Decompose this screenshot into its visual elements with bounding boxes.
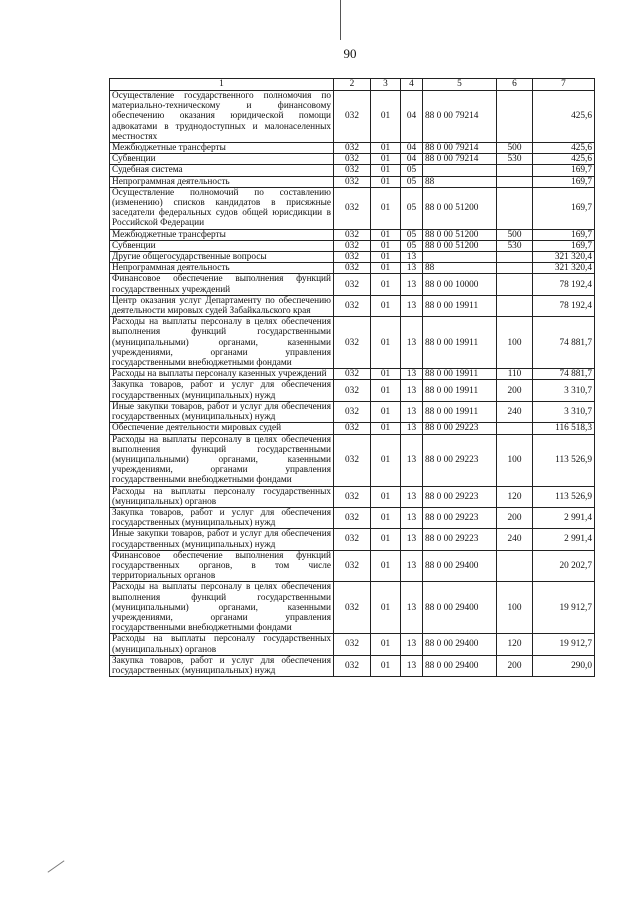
table-cell-c4: 13: [401, 380, 423, 401]
table-cell-c6: 120: [497, 634, 533, 655]
table-cell-c2: 032: [334, 240, 371, 251]
table-row: [110, 380, 595, 401]
table-cell-c4: 05: [401, 176, 423, 187]
table-cell-c2: 032: [334, 369, 371, 380]
table-cell-c3: 01: [371, 401, 401, 422]
table-cell-c2: 032: [334, 401, 371, 422]
table-cell-c3: 01: [371, 263, 401, 274]
table-cell-c3: 01: [371, 240, 401, 251]
column-header: 5: [423, 79, 497, 91]
table-row: [110, 91, 595, 143]
table-row: [110, 634, 595, 655]
table-cell-c4: 05: [401, 240, 423, 251]
table-cell-name: Расходы на выплаты персоналу государственных (муниципальных) органов: [110, 486, 334, 507]
table-cell-c2: 032: [334, 529, 371, 550]
table-cell-c7: 20 202,7: [533, 550, 595, 582]
table-row: [110, 176, 595, 187]
table-body: [110, 91, 595, 677]
table-cell-c3: 01: [371, 91, 401, 143]
table-cell-name: Обеспечение деятельности мировых судей: [110, 423, 334, 434]
table-cell-c7: 321 320,4: [533, 263, 595, 274]
table-cell-c2: 032: [334, 423, 371, 434]
table-cell-c2: 032: [334, 229, 371, 240]
table-cell-c6: [497, 295, 533, 316]
table-cell-c7: 169,7: [533, 165, 595, 176]
table-cell-c6: 120: [497, 486, 533, 507]
scan-edge-line: [340, 0, 341, 40]
table-row: [110, 274, 595, 295]
table-row: [110, 655, 595, 676]
table-cell-c4: 13: [401, 582, 423, 634]
table-cell-c4: 05: [401, 187, 423, 229]
table-cell-c5: [423, 252, 497, 263]
table-header-row: [110, 79, 595, 91]
table-cell-name: Осуществление полномочий по составлению (изменению) списков кандидатов в присяжные заседатели федеральных судов общей юрисдикции в Российской Федерации: [110, 187, 334, 229]
column-header: 7: [533, 79, 595, 91]
table-cell-name: Другие общегосударственные вопросы: [110, 252, 334, 263]
table-cell-name: Непрограммная деятельность: [110, 263, 334, 274]
table-cell-c6: 100: [497, 582, 533, 634]
table-cell-c2: 032: [334, 154, 371, 165]
table-cell-c5: 88 0 00 29223: [423, 486, 497, 507]
table-cell-c5: 88 0 00 29223: [423, 423, 497, 434]
table-cell-c2: 032: [334, 91, 371, 143]
table-row: [110, 486, 595, 507]
column-header: 3: [371, 79, 401, 91]
table-cell-c3: 01: [371, 176, 401, 187]
table-row: [110, 529, 595, 550]
table-cell-c7: 116 518,3: [533, 423, 595, 434]
table-cell-c4: 13: [401, 401, 423, 422]
table-cell-c6: [497, 91, 533, 143]
table-cell-c7: 321 320,4: [533, 252, 595, 263]
table-cell-c7: 425,6: [533, 143, 595, 154]
table-cell-c5: 88 0 00 19911: [423, 401, 497, 422]
table-cell-c6: 200: [497, 380, 533, 401]
table-cell-c6: 500: [497, 143, 533, 154]
table-cell-c4: 13: [401, 434, 423, 486]
table-cell-c2: 032: [334, 380, 371, 401]
table-cell-c5: 88 0 00 29400: [423, 634, 497, 655]
table-cell-c3: 01: [371, 434, 401, 486]
table-cell-c7: 113 526,9: [533, 434, 595, 486]
table-cell-name: Субвенции: [110, 154, 334, 165]
table-cell-c3: 01: [371, 550, 401, 582]
table-cell-c5: 88 0 00 29400: [423, 582, 497, 634]
table-cell-name: Межбюджетные трансферты: [110, 143, 334, 154]
table-cell-c7: 78 192,4: [533, 274, 595, 295]
table-cell-c3: 01: [371, 423, 401, 434]
column-header: 1: [110, 79, 334, 91]
table-cell-c4: 13: [401, 423, 423, 434]
column-header: 2: [334, 79, 371, 91]
table-cell-c6: [497, 187, 533, 229]
table-row: [110, 263, 595, 274]
table-cell-name: Иные закупки товаров, работ и услуг для обеспечения государственных (муниципальных) нужд: [110, 529, 334, 550]
table-cell-c4: 13: [401, 655, 423, 676]
table-cell-c2: 032: [334, 634, 371, 655]
table-row: [110, 143, 595, 154]
table-cell-name: Расходы на выплаты персоналу в целях обеспечения выполнения функций государственными (муниципальными) органами, казенными учреждениями, органами управления государственными внебюджетными фондами: [110, 317, 334, 369]
table-cell-c3: 01: [371, 369, 401, 380]
table-cell-c3: 01: [371, 507, 401, 528]
table-cell-c5: 88 0 00 29400: [423, 655, 497, 676]
table-cell-c3: 01: [371, 486, 401, 507]
table-cell-c3: 01: [371, 317, 401, 369]
table-cell-name: Расходы на выплаты персоналу в целях обеспечения выполнения функций государственными (муниципальными) органами, казенными учреждениями, органами управления государственными внебюджетными фондами: [110, 582, 334, 634]
table-cell-c2: 032: [334, 143, 371, 154]
table-cell-c5: [423, 165, 497, 176]
table-cell-c3: 01: [371, 634, 401, 655]
table-cell-name: Расходы на выплаты персоналу в целях обеспечения выполнения функций государственными (муниципальными) органами, казенными учреждениями, органами управления государственными внебюджетными фондами: [110, 434, 334, 486]
table-cell-name: Осуществление государственного полномочия по материально-техническому и финансовому обеспечению оказания юридической помощи адвокатами в труднодоступных и малонаселенных местностях: [110, 91, 334, 143]
table-cell-c4: 13: [401, 252, 423, 263]
table-cell-c7: 3 310,7: [533, 380, 595, 401]
table-cell-c7: 425,6: [533, 91, 595, 143]
table-cell-c6: 240: [497, 401, 533, 422]
table-cell-c7: 78 192,4: [533, 295, 595, 316]
table-cell-c7: 169,7: [533, 176, 595, 187]
table-cell-c6: 530: [497, 240, 533, 251]
table-row: [110, 187, 595, 229]
table-cell-c2: 032: [334, 434, 371, 486]
table-cell-c3: 01: [371, 165, 401, 176]
table-cell-c5: 88: [423, 176, 497, 187]
table-cell-name: Финансовое обеспечение выполнения функций государственных органов, в том числе территориальных органов: [110, 550, 334, 582]
table-cell-c6: 530: [497, 154, 533, 165]
table-cell-c7: 425,6: [533, 154, 595, 165]
table-cell-c3: 01: [371, 252, 401, 263]
table-cell-c6: [497, 550, 533, 582]
table-cell-name: Закупка товаров, работ и услуг для обеспечения государственных (муниципальных) нужд: [110, 507, 334, 528]
table-row: [110, 550, 595, 582]
table-cell-c4: 04: [401, 154, 423, 165]
table-cell-c4: 05: [401, 229, 423, 240]
table-cell-c6: 240: [497, 529, 533, 550]
table-cell-name: Субвенции: [110, 240, 334, 251]
table-cell-c7: 169,7: [533, 240, 595, 251]
table-cell-c4: 13: [401, 507, 423, 528]
table-row: [110, 369, 595, 380]
table-cell-c2: 032: [334, 655, 371, 676]
table-cell-c3: 01: [371, 274, 401, 295]
table-cell-c3: 01: [371, 380, 401, 401]
table-cell-name: Расходы на выплаты персоналу казенных учреждений: [110, 369, 334, 380]
table-cell-c7: 19 912,7: [533, 634, 595, 655]
table-cell-c6: [497, 165, 533, 176]
table-cell-name: Финансовое обеспечение выполнения функций государственных учреждений: [110, 274, 334, 295]
column-header: 6: [497, 79, 533, 91]
table-cell-c5: 88 0 00 79214: [423, 143, 497, 154]
budget-table: [109, 78, 595, 677]
table-cell-c2: 032: [334, 274, 371, 295]
table-cell-c3: 01: [371, 143, 401, 154]
table-cell-c5: 88 0 00 19911: [423, 295, 497, 316]
table-cell-name: Центр оказания услуг Департаменту по обеспечению деятельности мировых судей Забайкальского края: [110, 295, 334, 316]
table-row: [110, 423, 595, 434]
table-cell-c7: 2 991,4: [533, 529, 595, 550]
table-cell-c4: 04: [401, 91, 423, 143]
table-cell-c4: 13: [401, 486, 423, 507]
table-cell-c5: 88 0 00 29223: [423, 434, 497, 486]
table-cell-name: Закупка товаров, работ и услуг для обеспечения государственных (муниципальных) нужд: [110, 655, 334, 676]
table-cell-c2: 032: [334, 550, 371, 582]
table-cell-c5: 88 0 00 79214: [423, 91, 497, 143]
table-cell-c3: 01: [371, 582, 401, 634]
table-cell-c2: 032: [334, 176, 371, 187]
table-cell-c3: 01: [371, 655, 401, 676]
table-cell-c7: 19 912,7: [533, 582, 595, 634]
table-cell-name: Иные закупки товаров, работ и услуг для обеспечения государственных (муниципальных) нужд: [110, 401, 334, 422]
table-cell-name: Непрограммная деятельность: [110, 176, 334, 187]
table-row: [110, 434, 595, 486]
table-row: [110, 240, 595, 251]
table-cell-c6: [497, 423, 533, 434]
table-cell-c6: 200: [497, 655, 533, 676]
table-cell-c5: 88 0 00 29223: [423, 529, 497, 550]
column-header: 4: [401, 79, 423, 91]
table-cell-c7: 169,7: [533, 187, 595, 229]
table-cell-c2: 032: [334, 486, 371, 507]
table-cell-c7: 74 881,7: [533, 317, 595, 369]
table-cell-name: Закупка товаров, работ и услуг для обеспечения государственных (муниципальных) нужд: [110, 380, 334, 401]
table-cell-name: Межбюджетные трансферты: [110, 229, 334, 240]
table-cell-c4: 04: [401, 143, 423, 154]
table-cell-c6: [497, 252, 533, 263]
table-cell-name: Судебная система: [110, 165, 334, 176]
table-row: [110, 229, 595, 240]
table-cell-c2: 032: [334, 295, 371, 316]
table-cell-c3: 01: [371, 187, 401, 229]
table-cell-c4: 05: [401, 165, 423, 176]
table-cell-c2: 032: [334, 507, 371, 528]
table-cell-c4: 13: [401, 634, 423, 655]
table-cell-c6: [497, 274, 533, 295]
table-cell-c2: 032: [334, 187, 371, 229]
table-cell-c3: 01: [371, 295, 401, 316]
table-cell-c5: 88 0 00 29223: [423, 507, 497, 528]
table-cell-c4: 13: [401, 369, 423, 380]
table-cell-c6: 200: [497, 507, 533, 528]
table-row: [110, 165, 595, 176]
table-row: [110, 582, 595, 634]
table-cell-c5: 88: [423, 263, 497, 274]
table-cell-c4: 13: [401, 295, 423, 316]
table-cell-c5: 88 0 00 10000: [423, 274, 497, 295]
table-cell-c6: 500: [497, 229, 533, 240]
table-cell-c6: 100: [497, 317, 533, 369]
table-cell-c2: 032: [334, 582, 371, 634]
table-cell-c3: 01: [371, 229, 401, 240]
scan-mark: [48, 860, 65, 872]
table-cell-c5: 88 0 00 51200: [423, 229, 497, 240]
table-row: [110, 252, 595, 263]
table-cell-c3: 01: [371, 154, 401, 165]
table-cell-c5: 88 0 00 19911: [423, 369, 497, 380]
table-cell-c7: 3 310,7: [533, 401, 595, 422]
table-cell-c4: 13: [401, 317, 423, 369]
table-cell-c3: 01: [371, 529, 401, 550]
table-row: [110, 507, 595, 528]
table-cell-c2: 032: [334, 252, 371, 263]
table-row: [110, 317, 595, 369]
table-cell-c5: 88 0 00 51200: [423, 240, 497, 251]
table-row: [110, 154, 595, 165]
page-number: 90: [343, 46, 357, 61]
table-cell-c4: 13: [401, 274, 423, 295]
table-cell-c7: 74 881,7: [533, 369, 595, 380]
table-cell-c6: 110: [497, 369, 533, 380]
table-row: [110, 295, 595, 316]
table-cell-c7: 169,7: [533, 229, 595, 240]
table-cell-c5: 88 0 00 19911: [423, 380, 497, 401]
table-cell-c4: 13: [401, 529, 423, 550]
table-cell-c7: 2 991,4: [533, 507, 595, 528]
table-cell-c2: 032: [334, 165, 371, 176]
table-cell-c6: [497, 263, 533, 274]
table-row: [110, 401, 595, 422]
table-cell-c7: 113 526,9: [533, 486, 595, 507]
table-cell-c6: 100: [497, 434, 533, 486]
table-cell-c5: 88 0 00 79214: [423, 154, 497, 165]
table-cell-c5: 88 0 00 19911: [423, 317, 497, 369]
table-cell-c7: 290,0: [533, 655, 595, 676]
table-cell-c4: 13: [401, 550, 423, 582]
table-cell-c5: 88 0 00 51200: [423, 187, 497, 229]
table-cell-c5: 88 0 00 29400: [423, 550, 497, 582]
table-cell-c2: 032: [334, 317, 371, 369]
table-cell-c6: [497, 176, 533, 187]
table-cell-name: Расходы на выплаты персоналу государственных (муниципальных) органов: [110, 634, 334, 655]
table-cell-c4: 13: [401, 263, 423, 274]
table-cell-c2: 032: [334, 263, 371, 274]
